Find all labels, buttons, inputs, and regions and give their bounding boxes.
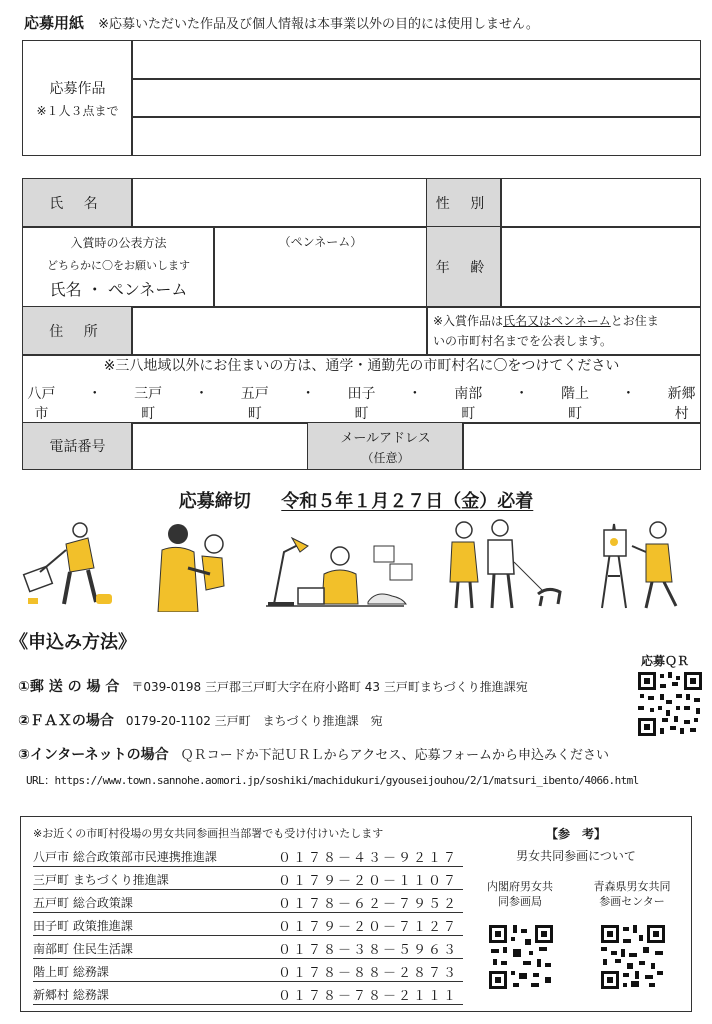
contact-row xyxy=(33,962,463,982)
municipality-hachinohe[interactable]: 八戸市 xyxy=(27,386,56,422)
aomori-center-qr-code[interactable] xyxy=(599,923,667,991)
municipality-nanbu[interactable]: 南部町 xyxy=(454,386,483,422)
municipality-takko[interactable]: 田子町 xyxy=(347,386,376,422)
gender-field[interactable] xyxy=(500,178,701,228)
address-label: 住 所 xyxy=(49,324,106,340)
painting-person-illustration xyxy=(588,516,692,612)
contact-dept: 八戸市 総合政策部市民連携推進課 xyxy=(33,850,217,864)
address-note-part-3: いの市町村名までを公表します。 xyxy=(433,334,613,348)
contact-dept: 南部町 住民生活課 xyxy=(33,942,133,956)
contacts-box xyxy=(20,816,692,1012)
contact-phone[interactable]: ０１７８－８８－２８７３ xyxy=(278,966,459,981)
reference-title: 【参 考】 xyxy=(545,827,606,841)
municipality-list xyxy=(23,383,700,423)
publish-method-label: 入賞時の公表方法 xyxy=(70,236,167,250)
apply-title: 《申込み方法》 xyxy=(10,632,136,653)
application-url[interactable]: URL：https://www.town.sannohe.aomori.jp/soshiki/machidukuri/gyouseijouhou/2/1/matsuri_ibento/4066.html xyxy=(26,774,639,787)
application-qr-label: 応募ＱＲ xyxy=(641,654,690,668)
aomori-center-caption-1: 青森県男女共同 xyxy=(593,880,671,893)
cabinet-office-caption-2: 同参画局 xyxy=(498,895,542,908)
contact-dept: 三戸町 まちづくり推進課 xyxy=(33,873,169,887)
contact-dept: 五戸町 総合政策課 xyxy=(33,896,133,910)
contact-phone[interactable]: ０１７８－６２－７９５２ xyxy=(278,897,459,912)
apply-internet-title: ③インターネットの場合 xyxy=(18,747,169,763)
penname-field[interactable] xyxy=(213,226,428,308)
contact-phone[interactable]: ０１７８－４３－９２１７ xyxy=(278,851,459,866)
works-limit: ※１人３点まで xyxy=(36,103,119,118)
form-header xyxy=(24,12,539,33)
works-entry-1[interactable] xyxy=(131,40,701,80)
deadline xyxy=(0,487,712,513)
contact-row xyxy=(33,939,463,959)
cabinet-office-qr-caption xyxy=(465,879,575,909)
email-optional: （任意） xyxy=(361,450,410,465)
contact-row xyxy=(33,847,463,867)
phone-label-cell xyxy=(22,422,133,470)
works-entry-2[interactable] xyxy=(131,78,701,118)
contact-row xyxy=(33,916,463,936)
parent-holding-baby-illustration xyxy=(148,516,252,612)
sep-dot: ・ xyxy=(514,386,529,402)
address-note-part-1: ※入賞作品は xyxy=(433,314,504,328)
publish-method-cell xyxy=(22,226,215,308)
name-field[interactable] xyxy=(131,178,428,228)
contact-phone[interactable]: ０１７９－２０－１１０７ xyxy=(278,874,459,889)
contact-row xyxy=(33,870,463,890)
deadline-date: 令和５年１月２７日（金）必着 xyxy=(281,491,534,512)
apply-fax-title: ②ＦＡＸの場合 xyxy=(18,713,114,729)
aomori-center-caption-2: 参画センター xyxy=(599,895,665,908)
age-label: 年 齢 xyxy=(435,260,493,276)
apply-internet-text: ＱＲコードか下記ＵＲＬからアクセス、応募フォームから申込みください xyxy=(180,748,609,763)
remote-work-illustration xyxy=(264,516,418,612)
age-label-cell xyxy=(426,226,502,308)
apply-mail-row xyxy=(18,676,528,696)
reference-subtitle: 男女共同参画について xyxy=(516,849,636,863)
works-label-cell xyxy=(22,40,133,156)
sep-dot: ・ xyxy=(194,386,209,402)
municipality-shingo[interactable]: 新郷村 xyxy=(667,386,696,422)
apply-fax-row xyxy=(18,710,383,730)
address-note-part-2: とお住ま xyxy=(610,314,659,328)
municipality-hashikami[interactable]: 階上町 xyxy=(560,386,589,422)
email-label-cell xyxy=(307,422,464,470)
contact-dept: 新郷村 総務課 xyxy=(33,988,109,1002)
apply-fax-number: 0179-20-1102 三戸町 まちづくり推進課 宛 xyxy=(125,714,383,728)
aomori-center-qr-caption xyxy=(577,879,687,909)
contacts-note: ※お近くの市町村役場の男女共同参画担当部署でも受け付けいたします xyxy=(33,827,384,840)
application-qr-code[interactable] xyxy=(636,670,704,738)
cabinet-office-qr-code[interactable] xyxy=(487,923,555,991)
municipality-gonohe[interactable]: 五戸町 xyxy=(240,386,269,422)
sep-dot: ・ xyxy=(87,386,102,402)
sep-dot: ・ xyxy=(407,386,422,402)
address-note-cell xyxy=(426,306,701,356)
contact-dept: 田子町 政策推進課 xyxy=(33,919,133,933)
publish-method-hint: どちらかに〇をお願いします xyxy=(47,259,190,272)
address-label-cell xyxy=(22,306,133,356)
penname-label: （ペンネーム） xyxy=(278,235,363,249)
phone-field[interactable] xyxy=(131,422,309,470)
works-label: 応募作品 xyxy=(49,80,106,97)
form-title: 応募用紙 xyxy=(24,14,85,32)
region-note: ※三八地域以外にお住まいの方は、通学・通勤先の市町村名に〇をつけてください xyxy=(103,358,620,374)
works-entry-3[interactable] xyxy=(131,116,701,156)
contact-phone[interactable]: ０１７８－３８－５９６３ xyxy=(278,943,459,958)
apply-internet-row xyxy=(18,744,609,764)
sep-dot: ・ xyxy=(301,386,316,402)
municipality-sannohe[interactable]: 三戸町 xyxy=(134,386,163,422)
email-label: メールアドレス xyxy=(340,430,431,446)
gender-label-cell xyxy=(426,178,502,228)
apply-mail-title: ①郵 送 の 場 合 xyxy=(18,679,120,695)
vacuuming-person-illustration xyxy=(18,516,130,612)
sep-dot: ・ xyxy=(621,386,636,402)
region-cell xyxy=(22,354,701,424)
email-field[interactable] xyxy=(462,422,701,470)
cabinet-office-caption-1: 内閣府男女共 xyxy=(487,880,553,893)
name-label: 氏 名 xyxy=(49,196,106,212)
contact-phone[interactable]: ０１７８－７８－２１１１ xyxy=(278,989,459,1004)
deadline-label: 応募締切 xyxy=(178,491,251,512)
privacy-note: ※応募いただいた作品及び個人情報は本事業以外の目的には使用しません。 xyxy=(98,17,539,32)
publish-options[interactable]: 氏名 ・ ペンネーム xyxy=(49,280,188,299)
address-note-underline: 氏名又はペンネーム xyxy=(503,314,611,328)
gender-label: 性 別 xyxy=(435,196,493,212)
walking-couple-dog-illustration xyxy=(440,516,574,612)
contact-phone[interactable]: ０１７９－２０－７１２７ xyxy=(278,920,459,935)
phone-label: 電話番号 xyxy=(49,439,106,455)
contact-row xyxy=(33,985,463,1005)
contact-row xyxy=(33,893,463,913)
contact-dept: 階上町 総務課 xyxy=(33,965,109,979)
apply-mail-address: 〒039-0198 三戸郡三戸町大字在府小路町 43 三戸町まちづくり推進課宛 xyxy=(131,680,528,694)
address-field[interactable] xyxy=(131,306,428,356)
name-label-cell xyxy=(22,178,133,228)
age-field[interactable] xyxy=(500,226,701,308)
